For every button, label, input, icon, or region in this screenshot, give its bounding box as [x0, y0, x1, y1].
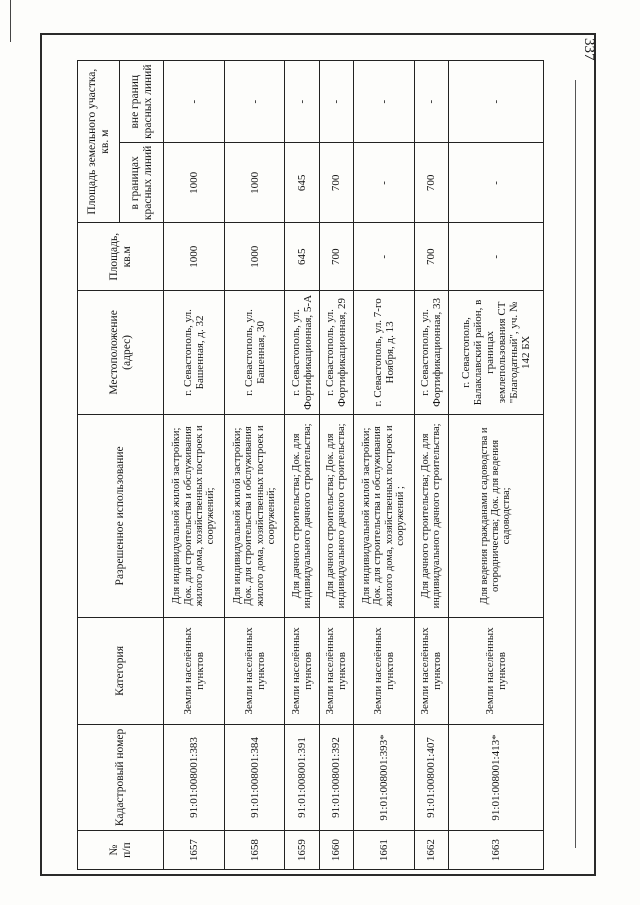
table-row: [414, 61, 448, 870]
cell-area: 700: [319, 223, 353, 291]
header-permitted-use: Разрешенное использование: [78, 414, 164, 617]
cell-category: Земли населённых пунктов: [319, 618, 353, 725]
cell-area: -: [448, 223, 543, 291]
cell-location: г. Севастополь, ул. Фортификационная, 5-А: [285, 291, 319, 415]
cell-num: 1660: [319, 831, 353, 870]
cell-num: 1659: [285, 831, 319, 870]
header-num: № п/п: [78, 831, 164, 870]
cell-area: 700: [414, 223, 448, 291]
cell-permitted-use: Для индивидуальной жилой застройки; Док. для строительства и обслуживания жилого дома, хозяйственных построек и сооружений ;: [353, 414, 414, 617]
cell-location: г. Севастополь, ул. Башенная, д. 32: [164, 291, 225, 415]
cell-outside-red-lines: -: [285, 61, 319, 143]
cell-within-red-lines: 700: [319, 143, 353, 223]
header-location: Местоположение (адрес): [78, 291, 164, 415]
cell-num: 1657: [164, 831, 225, 870]
header-cadastral: Кадастровый номер: [78, 724, 164, 831]
cell-category: Земли населённых пунктов: [224, 618, 285, 725]
cell-area: 645: [285, 223, 319, 291]
cell-outside-red-lines: -: [164, 61, 225, 143]
cell-permitted-use: Для индивидуальной жилой застройки; Док. для строительства и обслуживания жилого дома, хозяйственных построек и сооружений;: [164, 414, 225, 617]
cell-cadastral: 91:01:008001:391: [285, 724, 319, 831]
cell-outside-red-lines: -: [319, 61, 353, 143]
header-area: Площадь, кв.м: [78, 223, 164, 291]
cell-outside-red-lines: -: [414, 61, 448, 143]
cell-permitted-use: Для дачного строительства; Док. для индивидуального дачного строительства;: [285, 414, 319, 617]
cell-category: Земли населённых пунктов: [285, 618, 319, 725]
header-outside-red-lines: вне границ красных линий: [120, 61, 164, 143]
cell-outside-red-lines: -: [448, 61, 543, 143]
header-within-red-lines: в границах красных линий: [120, 143, 164, 223]
cell-permitted-use: Для дачного строительства; Док. для индивидуального дачного строительства;: [414, 414, 448, 617]
cell-cadastral: 91:01:008001:383: [164, 724, 225, 831]
cell-area: 1000: [224, 223, 285, 291]
cell-location: г. Севастополь, ул. Фортификационная, 29: [319, 291, 353, 415]
scan-edge-mark: [10, 0, 11, 42]
table-row: [353, 61, 414, 870]
cell-area: -: [353, 223, 414, 291]
cell-outside-red-lines: -: [224, 61, 285, 143]
cell-permitted-use: Для дачного строительства; Док. для индивидуального дачного строительства;: [319, 414, 353, 617]
cell-num: 1663: [448, 831, 543, 870]
cell-category: Земли населённых пунктов: [414, 618, 448, 725]
table-row: [224, 61, 285, 870]
cell-permitted-use: Для индивидуальной жилой застройки; Док. для строительства и обслуживания жилого дома, хозяйственных построек и сооружений;: [224, 414, 285, 617]
cell-cadastral: 91:01:008001:407: [414, 724, 448, 831]
rotated-table-container: [77, 60, 544, 870]
cell-cadastral: 91:01:008001:392: [319, 724, 353, 831]
footer-rule: [575, 80, 576, 848]
header-land-area: Площадь земельного участка, кв. м: [78, 61, 120, 223]
cell-location: г. Севастополь, Балаклавский район, в границах землепользования СТ "Благодатный", уч. № 142 БХ: [448, 291, 543, 415]
cell-permitted-use: Для ведения гражданами садоводства и огородничества; Док. для ведения садоводства;: [448, 414, 543, 617]
page-number: 337: [581, 38, 597, 61]
cell-within-red-lines: 700: [414, 143, 448, 223]
table-row: [319, 61, 353, 870]
cell-num: 1658: [224, 831, 285, 870]
cell-within-red-lines: 1000: [224, 143, 285, 223]
cell-cadastral: 91:01:008001:413*: [448, 724, 543, 831]
cell-location: г. Севастополь, ул. 7-го Ноября, д. 13: [353, 291, 414, 415]
cell-outside-red-lines: -: [353, 61, 414, 143]
cell-category: Земли населённых пунктов: [353, 618, 414, 725]
cell-cadastral: 91:01:008001:384: [224, 724, 285, 831]
cell-category: Земли населённых пунктов: [164, 618, 225, 725]
cell-category: Земли населённых пунктов: [448, 618, 543, 725]
cell-num: 1662: [414, 831, 448, 870]
land-plots-table: [77, 60, 544, 870]
cell-cadastral: 91:01:008001:393*: [353, 724, 414, 831]
cell-within-red-lines: -: [448, 143, 543, 223]
cell-area: 1000: [164, 223, 225, 291]
table-row: [285, 61, 319, 870]
table-row: [448, 61, 543, 870]
cell-within-red-lines: 1000: [164, 143, 225, 223]
header-category: Категория: [78, 618, 164, 725]
cell-location: г. Севастополь, ул. Фортификационная, 33: [414, 291, 448, 415]
cell-within-red-lines: -: [353, 143, 414, 223]
cell-location: г. Севастополь, ул. Башенная, 30: [224, 291, 285, 415]
table-row: [164, 61, 225, 870]
cell-within-red-lines: 645: [285, 143, 319, 223]
cell-num: 1661: [353, 831, 414, 870]
